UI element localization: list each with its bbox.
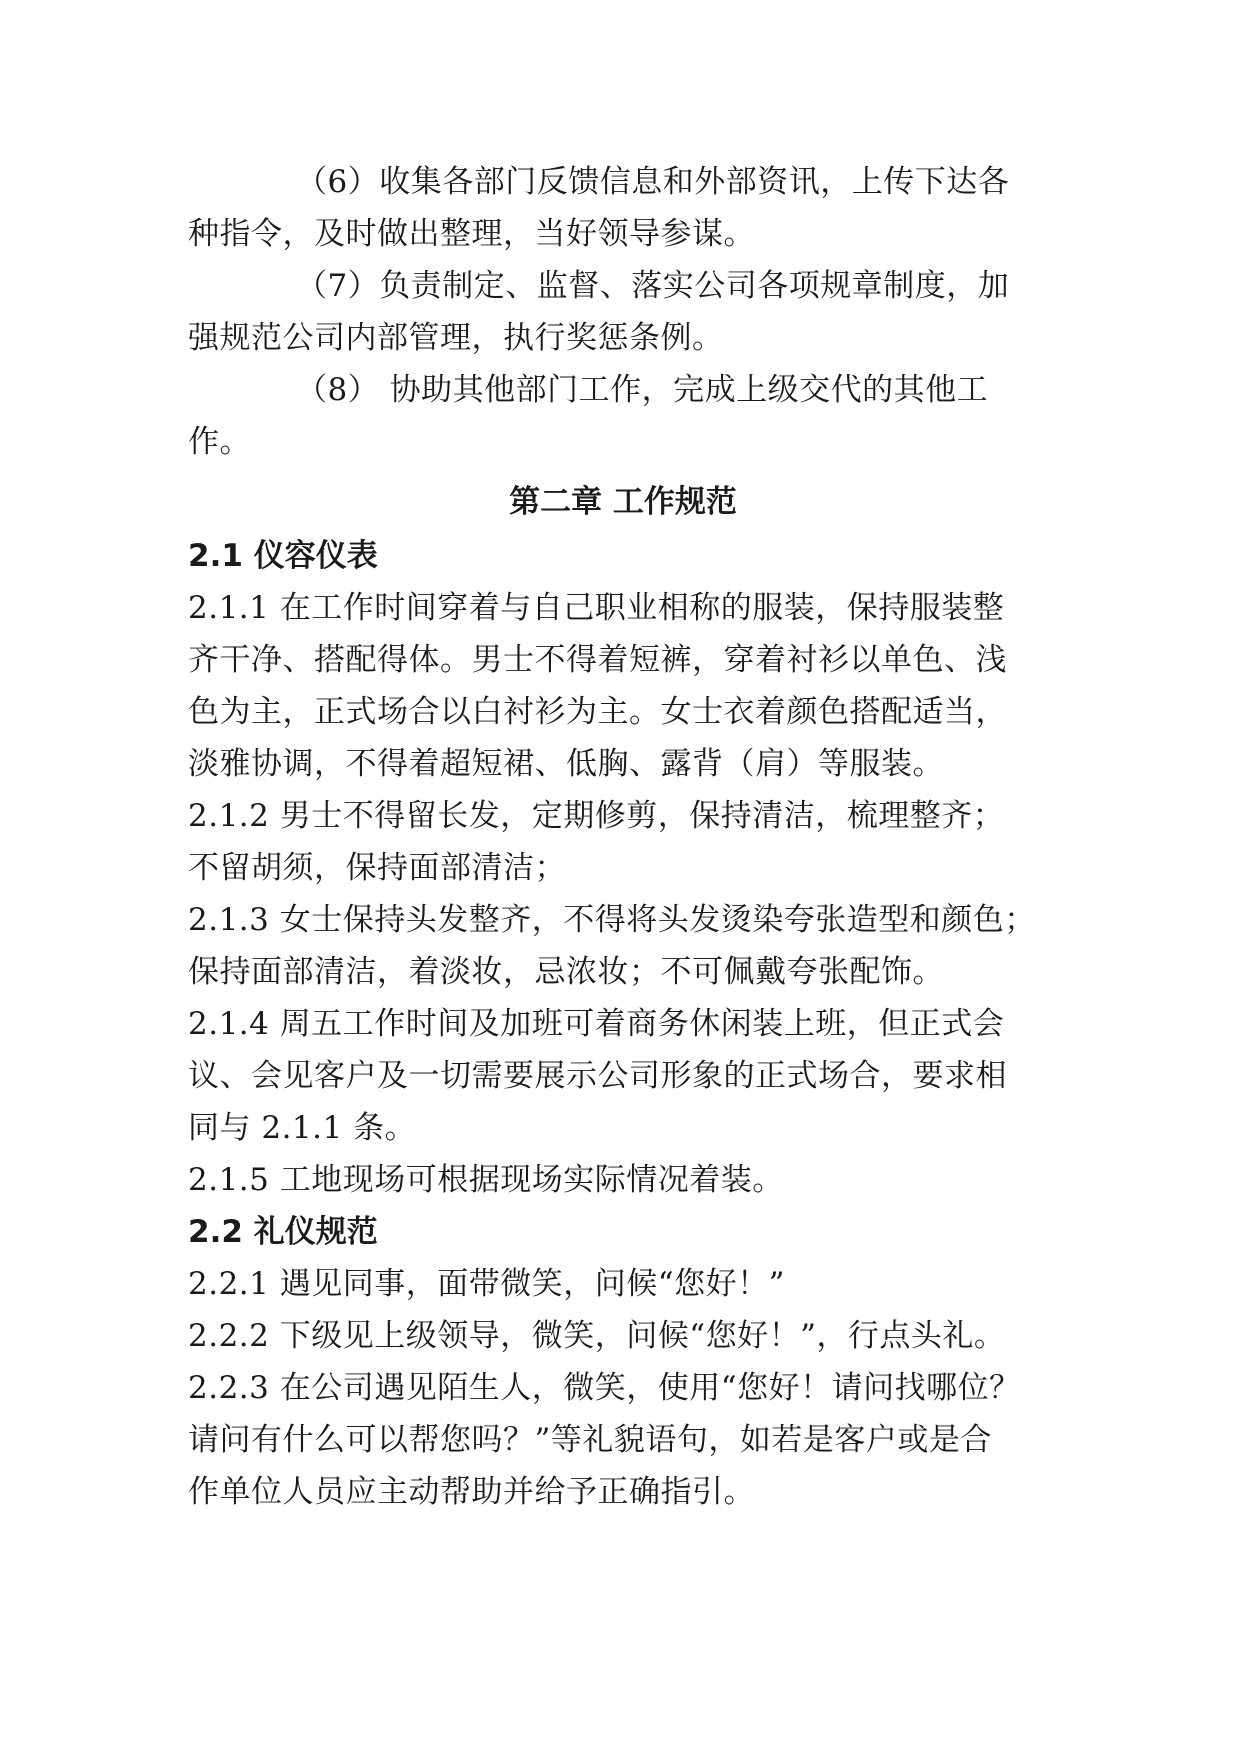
clause-item xyxy=(188,1362,1058,1518)
text-line: 2.1.1 在工作时间穿着与自己职业相称的服装，保持服装整 xyxy=(188,590,1005,626)
clause-item xyxy=(188,1310,1058,1362)
chapter-heading: 第二章 工作规范 xyxy=(509,484,737,520)
text-line: 2.2.1 遇见同事，面带微笑，问候“您好！” xyxy=(188,1266,785,1302)
text-line: 2.1.4 周五工作时间及加班可着商务休闲装上班，但正式会 xyxy=(188,1006,1005,1042)
clause-item xyxy=(188,1258,1058,1310)
text-line: 种指令，及时做出整理，当好领导参谋。 xyxy=(188,216,755,252)
text-line: （7）负责制定、监督、落实公司各项规章制度，加 xyxy=(296,268,1010,304)
section-heading: 2.2 礼仪规范 xyxy=(188,1214,378,1250)
text-line: 请问有什么可以帮您吗？”等礼貌语句，如若是客户或是合 xyxy=(188,1422,992,1458)
numbered-paragraph xyxy=(188,260,1058,364)
text-line: 保持面部清洁，着淡妆，忌浓妆；不可佩戴夸张配饰。 xyxy=(188,954,944,990)
clause-item xyxy=(188,1154,1058,1206)
text-line: 议、会见客户及一切需要展示公司形象的正式场合，要求相 xyxy=(188,1058,1007,1094)
text-line: 2.1.2 男士不得留长发，定期修剪，保持清洁，梳理整齐； xyxy=(188,798,1005,834)
text-line: 2.2.3 在公司遇见陌生人，微笑，使用“您好！请问找哪位？ xyxy=(188,1370,1021,1406)
text-line: 2.1.3 女士保持头发整齐，不得将头发烫染夸张造型和颜色； xyxy=(188,902,1036,938)
clause-item xyxy=(188,790,1058,894)
clause-item xyxy=(188,998,1058,1154)
text-line: 作单位人员应主动帮助并给予正确指引。 xyxy=(188,1474,755,1510)
numbered-paragraph xyxy=(188,364,1058,468)
clause-item xyxy=(188,582,1058,790)
clause-item xyxy=(188,894,1058,998)
text-line: 齐干净、搭配得体。男士不得着短裤，穿着衬衫以单色、浅 xyxy=(188,642,1007,678)
text-line: 2.2.2 下级见上级领导，微笑，问候“您好！”，行点头礼。 xyxy=(188,1318,1006,1354)
section-heading: 2.1 仪容仪表 xyxy=(188,538,378,574)
text-line: 2.1.5 工地现场可根据现场实际情况着装。 xyxy=(188,1162,784,1198)
text-line: 同与 2.1.1 条。 xyxy=(188,1110,417,1146)
numbered-paragraph xyxy=(188,156,1058,260)
text-line: （8） 协助其他部门工作，完成上级交代的其他工 xyxy=(296,372,989,408)
document-body xyxy=(188,156,1058,1518)
text-line: 强规范公司内部管理，执行奖惩条例。 xyxy=(188,320,724,356)
text-line: 色为主，正式场合以白衬衫为主。女士衣着颜色搭配适当， xyxy=(188,694,1007,730)
text-line: 作。 xyxy=(188,424,251,460)
text-line: （6）收集各部门反馈信息和外部资讯，上传下达各 xyxy=(296,164,1010,200)
text-line: 不留胡须，保持面部清洁； xyxy=(188,850,566,886)
text-line: 淡雅协调，不得着超短裙、低胸、露背（肩）等服装。 xyxy=(188,746,944,782)
